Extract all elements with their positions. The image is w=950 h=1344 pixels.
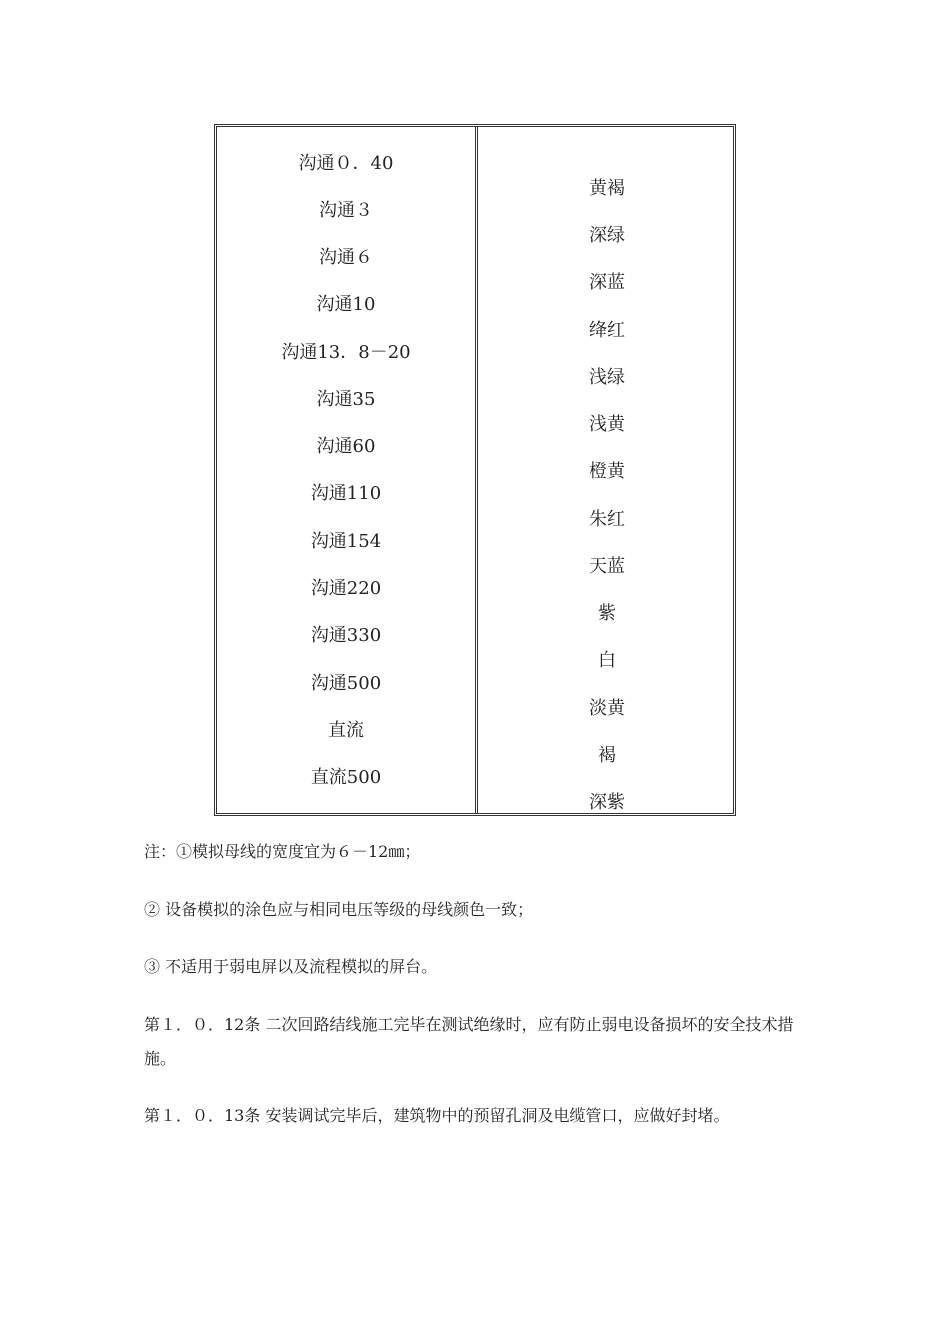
column-divider bbox=[475, 127, 478, 813]
color-cell: 橙黄 bbox=[589, 461, 625, 482]
note-equipment-painting: ② 设备模拟的涂色应与相同电压等级的母线颜色一致； bbox=[144, 900, 534, 919]
color-cell: 朱红 bbox=[589, 509, 625, 530]
voltage-level-cell: 沟通13．8－20 bbox=[281, 342, 411, 363]
voltage-level-cell: 沟通500 bbox=[310, 673, 382, 694]
voltage-level-cell: 沟通330 bbox=[310, 625, 382, 646]
clause-12-line-2: 施。 bbox=[144, 1049, 177, 1068]
color-cell: 淡黄 bbox=[589, 698, 625, 719]
voltage-level-cell: 沟通154 bbox=[310, 531, 382, 552]
color-cell: 绛红 bbox=[589, 320, 625, 341]
color-cell: 天蓝 bbox=[589, 556, 625, 577]
color-cell: 褐 bbox=[598, 745, 616, 766]
color-cell: 深蓝 bbox=[589, 272, 625, 293]
color-cell: 深紫 bbox=[589, 792, 625, 813]
clause-13: 第１．０．13条 安装调试完毕后，建筑物中的预留孔洞及电缆管口，应做好封堵。 bbox=[144, 1106, 730, 1125]
voltage-level-cell: 沟通60 bbox=[316, 436, 376, 457]
voltage-level-cell: 沟通220 bbox=[310, 578, 382, 599]
voltage-level-cell: 沟通10 bbox=[316, 294, 376, 315]
voltage-level-cell: 沟通３ bbox=[319, 200, 373, 221]
voltage-color-table bbox=[214, 124, 736, 816]
voltage-level-cell: 直流500 bbox=[310, 767, 382, 788]
note-applicability: ③ 不适用于弱电屏以及流程模拟的屏台。 bbox=[144, 957, 438, 976]
clause-12-line-1: 第１．０．12条 二次回路结线施工完毕在测试绝缘时，应有防止弱电设备损坏的安全技术措 bbox=[144, 1015, 794, 1034]
voltage-level-cell: 沟通０．40 bbox=[298, 153, 394, 174]
voltage-level-cell: 沟通35 bbox=[316, 389, 376, 410]
color-cell: 紫 bbox=[598, 603, 616, 624]
color-cell: 深绿 bbox=[589, 225, 625, 246]
voltage-level-cell: 沟通110 bbox=[310, 483, 382, 504]
voltage-level-cell: 沟通６ bbox=[319, 247, 373, 268]
note-bus-width: 注：①模拟母线的宽度宜为６－12㎜； bbox=[144, 842, 421, 861]
color-cell: 浅黄 bbox=[589, 414, 625, 435]
voltage-level-cell: 直流 bbox=[328, 720, 364, 741]
color-cell: 浅绿 bbox=[589, 367, 625, 388]
color-cell: 白 bbox=[598, 650, 616, 671]
color-cell: 黄褐 bbox=[589, 178, 625, 199]
